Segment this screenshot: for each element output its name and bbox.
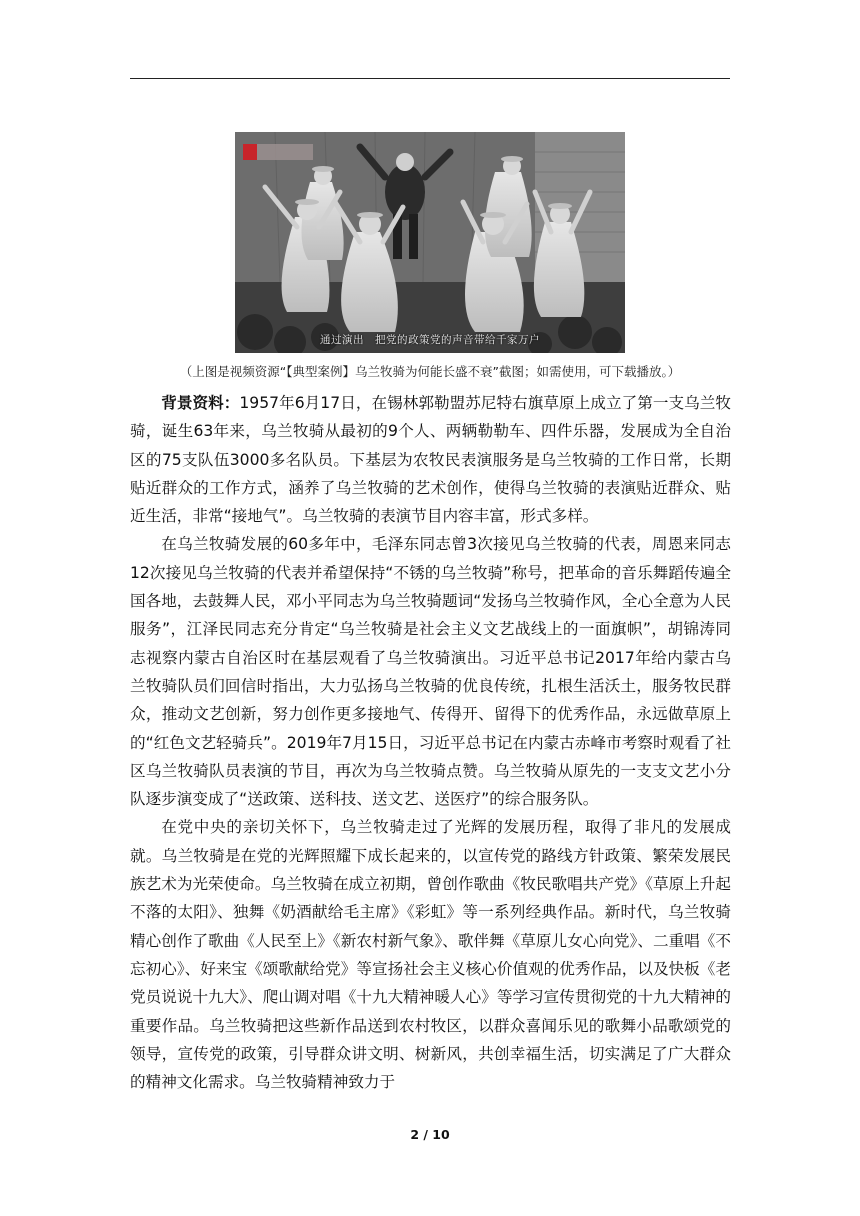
paragraph-background <box>130 389 731 530</box>
background-label: 背景资料： <box>161 394 240 412</box>
photo-caption: （上图是视频资源“【典型案例】乌兰牧骑为何能长盛不衰”截图；如需使用，可下载播放。） <box>179 364 681 379</box>
performance-photo <box>235 132 625 353</box>
article-body <box>130 389 731 1096</box>
censored-logo-red <box>243 144 257 160</box>
background-text: 1957年6月17日，在锡林郭勒盟苏尼特右旗草原上成立了第一支乌兰牧骑，诞生63年来，乌兰牧骑从最初的9个人、两辆勒勒车、四件乐器，发展成为全自治区的75支队伍3000多名队员。下基层为农牧民表演服务是乌兰牧骑的工作日常，长期贴近群众的工作方式，涵养了乌兰牧骑的艺术创作，使得乌兰牧骑的表演贴近群众、贴近生活，非常“接地气”。乌兰牧骑的表演节目内容丰富，形式多样。 <box>130 394 731 526</box>
paragraph-achievements: 在党中央的亲切关怀下，乌兰牧骑走过了光辉的发展历程，取得了非凡的发展成就。乌兰牧骑是在党的光辉照耀下成长起来的，以宣传党的路线方针政策、繁荣发展民族艺术为光荣使命。乌兰牧骑在成立初期，曾创作歌曲《牧民歌唱共产党》《草原上升起不落的太阳》、独舞《奶酒献给毛主席》《彩虹》等一系列经典作品。新时代，乌兰牧骑精心创作了歌曲《人民至上》《新农村新气象》、歌伴舞《草原儿女心向党》、二重唱《不忘初心》、好来宝《颂歌献给党》等宣扬社会主义核心价值观的优秀作品，以及快板《老党员说说十九大》、爬山调对唱《十九大精神暖人心》等学习宣传贯彻党的十九大精神的重要作品。乌兰牧骑把这些新作品送到农村牧区，以群众喜闻乐见的歌舞小品歌颂党的领导，宣传党的政策，引导群众讲文明、树新风，共创幸福生活，切实满足了广大群众的精神文化需求。乌兰牧骑精神致力于 <box>130 818 731 1092</box>
header-rule <box>130 78 730 79</box>
photo-illustration <box>235 132 625 353</box>
censored-logo-blur <box>257 144 313 160</box>
photo-subtitle: 通过演出 把党的政策党的声音带给千家万户 <box>320 334 540 346</box>
page-number: 2 / 10 <box>410 1127 450 1142</box>
paragraph-history: 在乌兰牧骑发展的60多年中，毛泽东同志曾3次接见乌兰牧骑的代表，周恩来同志12次接见乌兰牧骑的代表并希望保持“不锈的乌兰牧骑”称号，把革命的音乐舞蹈传遍全国各地，去鼓舞人民，邓小平同志为乌兰牧骑题词“发扬乌兰牧骑作风，全心全意为人民服务”，江泽民同志充分肯定“乌兰牧骑是社会主义文艺战线上的一面旗帜”，胡锦涛同志视察内蒙古自治区时在基层观看了乌兰牧骑演出。习近平总书记2017年给内蒙古乌兰牧骑队员们回信时指出，大力弘扬乌兰牧骑的优良传统，扎根生活沃土，服务牧民群众，推动文艺创新，努力创作更多接地气、传得开、留得下的优秀作品，永远做草原上的“红色文艺轻骑兵”。2019年7月15日，习近平总书记在内蒙古赤峰市考察时观看了社区乌兰牧骑队员表演的节目，再次为乌兰牧骑点赞。乌兰牧骑从原先的一支支文艺小分队逐步演变成了“送政策、送科技、送文艺、送医疗”的综合服务队。 <box>130 535 731 809</box>
